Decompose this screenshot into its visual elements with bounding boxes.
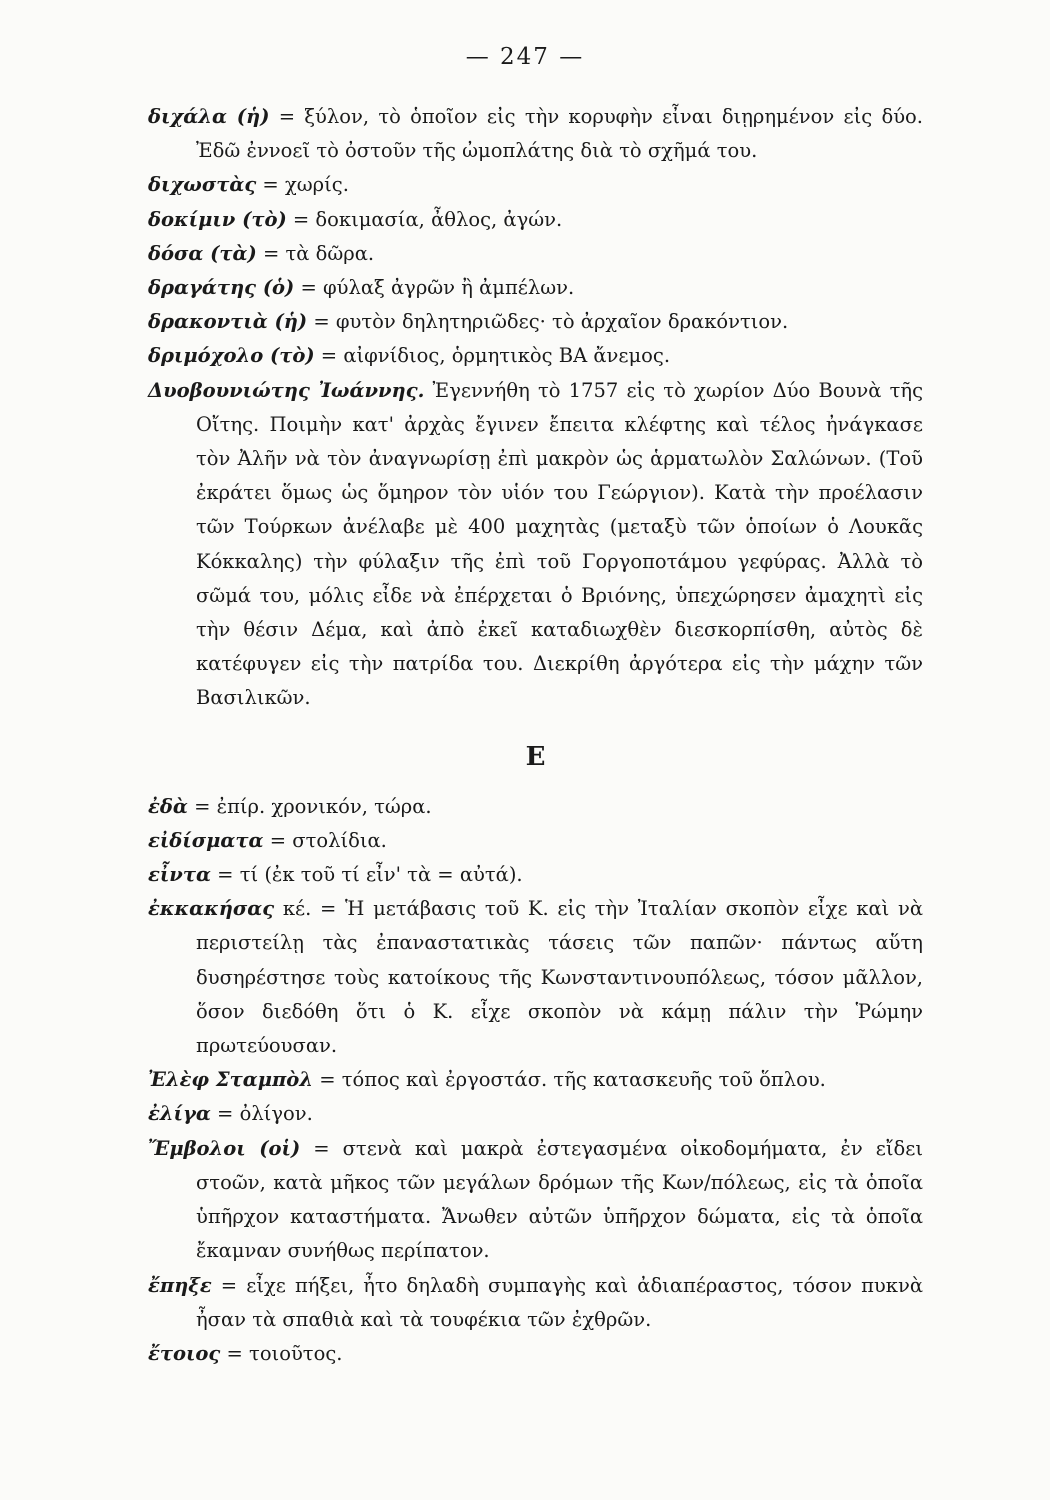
glossary-entry [148,1097,923,1131]
glossary-entry [148,824,923,858]
entry-definition: = αἰφνίδιος, ὁρμητικὸς ΒΑ ἄνεμος. [314,344,671,368]
entry-headword: δριμόχολο (τὸ) [148,344,315,368]
entry-headword: δόσα (τὰ) [148,241,257,265]
entry-definition: κέ. = Ἡ μετάβασις τοῦ Κ. εἰς τὴν Ἰταλίαν σκοπὸν εἶχε καὶ νὰ περιστείλῃ τὰς ἐπαναστατικὰς τάσεις τῶν παπῶν· πάντως αὕτη δυσηρέστησε τοὺς κατοίκους τῆς Κωνσταντινουπόλεως, τόσον μᾶλλον, ὅσον διεδόθη ὅτι ὁ Κ. εἶχε σκοπὸν νὰ κάμῃ πάλιν τὴν Ῥώμην πρωτεύουσαν. [196,897,923,1058]
entry-definition: = τί (ἐκ τοῦ τί εἶν' τὰ = αὐτά). [210,863,523,887]
entry-headword: ἐλίγα [148,1102,211,1126]
glossary-entry [148,168,923,202]
entry-definition: = τὰ δῶρα. [256,241,375,265]
glossary-entry [148,271,923,305]
entry-definition: = δοκιμασία, ἆθλος, ἀγών. [286,207,563,231]
entry-headword: Ἔμβολοι (οἱ) [148,1136,301,1160]
glossary-entry [148,1337,923,1371]
entry-headword: ἔτοιος [148,1341,221,1365]
entry-definition: = χωρίς. [256,173,349,197]
entry-definition: = φύλαξ ἀγρῶν ἢ ἀμπέλων. [294,276,575,300]
entry-definition: = ξύλον, τὸ ὁποῖον εἰς τὴν κορυφὴν εἶναι διῃρημένον εἰς δύο. Ἐδῶ ἐννοεῖ τὸ ὀστοῦν τῆς ὠμοπλάτης διὰ τὸ σχῆμά του. [196,105,923,163]
glossary-entry [148,237,923,271]
entry-definition: = τοιοῦτος. [220,1341,343,1365]
entry-definition: = ὀλίγον. [210,1102,313,1126]
entry-headword: δοκίμιν (τὸ) [148,207,287,231]
glossary-entry [148,100,923,168]
entries-after-section [148,790,923,1371]
glossary-entry [148,790,923,824]
glossary-entry [148,305,923,339]
entry-definition: Ἐγεννήθη τὸ 1757 εἰς τὸ χωρίον Δύο Βουνὰ τῆς Οἴτης. Ποιμὴν κατ' ἀρχὰς ἔγινεν ἔπειτα κλέφτης καὶ τέλος ἠνάγκασε τὸν Ἀλῆν νὰ τὸν ἀναγνωρίσῃ ἐπὶ μακρὸν ὡς ἁρματωλὸν Σαλώνων. (Τοῦ ἐκράτει ὅμως ὡς ὅμηρον τὸν υἱόν του Γεώργιον). Κατὰ τὴν προέλασιν τῶν Τούρκων ἀνέλαβε μὲ 400 μαχητὰς (μεταξὺ τῶν ὁποίων ὁ Λουκᾶς Κόκκαλης) τὴν φύλαξιν τῆς ἐπὶ τοῦ Γοργοποτάμου γεφύρας. Ἀλλὰ τὸ σῶμά του, μόλις εἶδε νὰ ἐπέρχεται ὁ Βριόνης, ὑπεχώρησεν ἀμαχητὶ εἰς τὴν θέσιν Δέμα, καὶ ἀπὸ ἐκεῖ καταδιωχθὲν διεσκορπίσθη, αὐτὸς δὲ κατέφυγεν εἰς τὴν πατρίδα του. Διεκρίθη ἀργότερα εἰς τὴν μάχην τῶν Βασιλικῶν. [196,378,923,710]
glossary-column [148,100,923,1371]
glossary-entry [148,858,923,892]
entry-headword: Ἐλὲφ Σταμπὸλ [148,1068,313,1092]
entry-definition: = στολίδια. [263,828,387,852]
entry-headword: ἐκκακήσας [148,897,275,921]
entry-headword: δρακοντιὰ (ἡ) [148,310,308,334]
glossary-entry [148,1063,923,1097]
glossary-entry [148,374,923,716]
entry-headword: ἐδὰ [148,794,188,818]
entry-headword: διχάλα (ἡ) [148,105,270,128]
glossary-entry [148,1132,923,1269]
entry-definition: = φυτὸν δηλητηριῶδες· τὸ ἀρχαῖον δρακόντιον. [307,310,789,334]
entry-headword: ἔπηξε [148,1273,212,1297]
entries-before-section [148,100,923,716]
page-number: — 247 — [465,44,585,70]
glossary-entry [148,892,923,1063]
entry-definition: = ἐπίρ. χρονικόν, τώρα. [187,794,432,818]
entry-headword: δραγάτης (ὁ) [148,276,295,300]
glossary-entry [148,1269,923,1337]
glossary-entry [148,203,923,237]
entry-headword: εἶντα [148,863,211,887]
entry-headword: εἰδίσματα [148,828,264,852]
entry-definition: = εἶχε πήξει, ἦτο δηλαδὴ συμπαγὴς καὶ ἀδιαπέραστος, τόσον πυκνὰ ἦσαν τὰ σπαθιὰ καὶ τὰ τουφέκια τῶν ἐχθρῶν. [196,1273,923,1331]
entry-definition: = στενὰ καὶ μακρὰ ἐστεγασμένα οἰκοδομήματα, ἐν εἴδει στοῶν, κατὰ μῆκος τῶν μεγάλων δρόμων τῆς Κων/πόλεως, εἰς τὰ ὁποῖα ὑπῆρχον καταστήματα. Ἄνωθεν αὐτῶν ὑπῆρχον δώματα, εἰς τὰ ὁποῖα ἔκαμναν συνήθως περίπατον. [196,1136,923,1263]
entry-headword: Δυοβουνιώτης Ἰωάννης. [148,378,425,402]
entry-headword: διχωστὰς [148,173,257,197]
glossary-entry [148,339,923,373]
entry-definition: = τόπος καὶ ἐργοστάσ. τῆς κατασκευῆς τοῦ ὅπλου. [313,1068,826,1092]
section-letter-heading: Ε [525,741,546,772]
